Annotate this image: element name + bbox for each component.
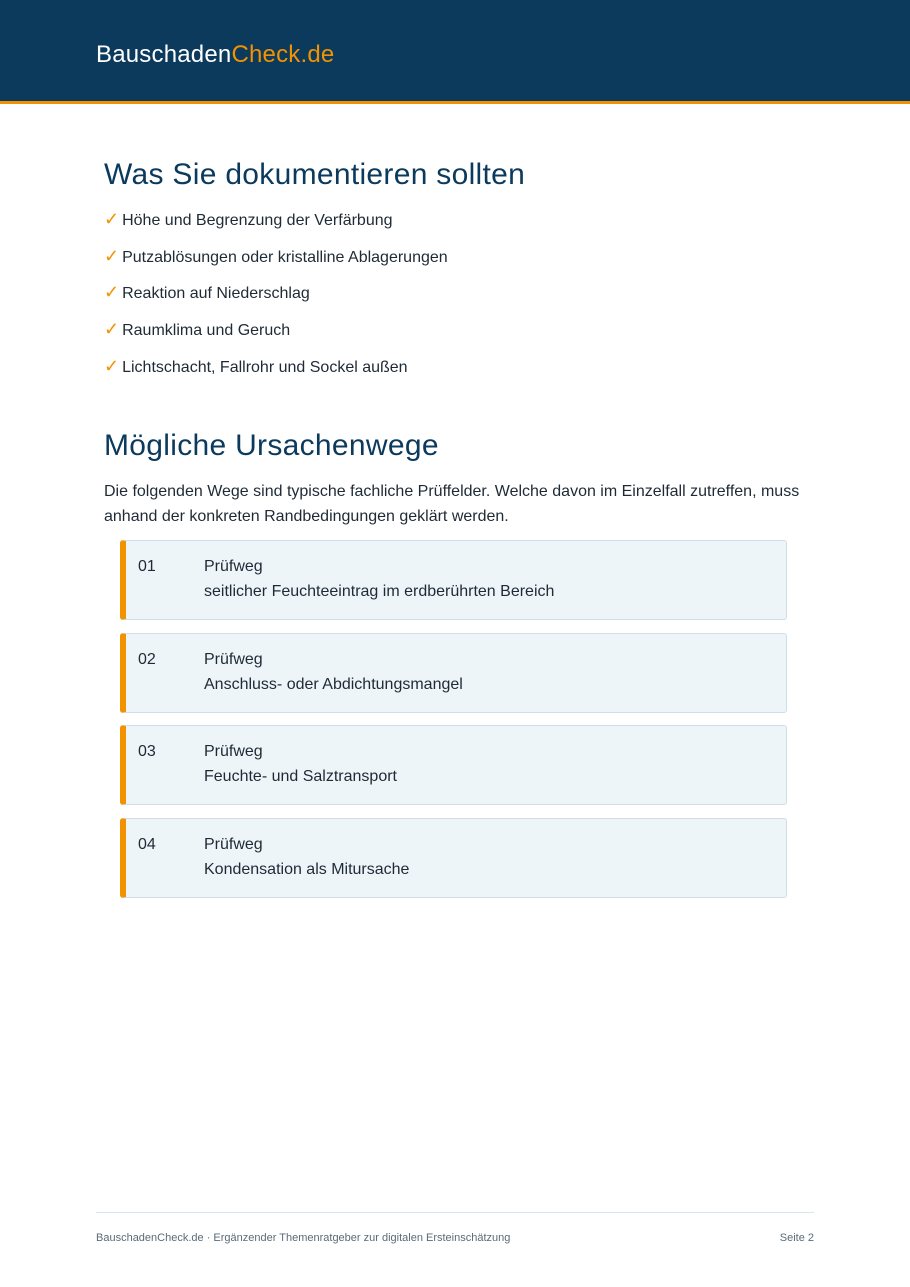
check-icon: ✓: [104, 282, 120, 303]
page-header: [0, 0, 910, 104]
logo-part2: Check.de: [231, 41, 335, 68]
documentation-heading: Was Sie dokumentieren sollten: [104, 158, 526, 191]
path-title: Prüfweg: [204, 558, 263, 575]
path-title: Prüfweg: [204, 650, 263, 668]
checklist-item-label: Reaktion auf Niederschlag: [122, 285, 310, 303]
path-number: 04: [138, 835, 156, 853]
causes-heading: Mögliche Ursachenwege: [104, 429, 439, 462]
checklist-item: [104, 245, 448, 282]
cause-path-card: [120, 540, 787, 620]
checklist-item-label: Putzablösungen oder kristalline Ablagerungen: [122, 248, 448, 266]
path-title: Prüfweg: [204, 835, 263, 853]
footer-text: BauschadenCheck.de · Ergänzender Themenratgeber zur digitalen Ersteinschätzung: [96, 1232, 511, 1244]
checklist-item: [104, 355, 448, 392]
checklist-item: [104, 208, 448, 245]
checklist-item: [104, 281, 448, 318]
footer-divider: [96, 1212, 814, 1213]
causes-intro: Die folgenden Wege sind typische fachliche Prüffelder. Welche davon im Einzelfall zutreffen, muss anhand der konkreten Randbedingungen geklärt werden.: [104, 483, 800, 525]
checklist-item-label: Lichtschacht, Fallrohr und Sockel außen: [122, 358, 408, 376]
cause-paths-list: [120, 540, 787, 910]
path-number: 02: [138, 650, 156, 668]
logo: [96, 41, 334, 69]
cause-path-card: [120, 725, 787, 805]
cause-path-card: [120, 633, 787, 713]
documentation-checklist: [104, 208, 448, 391]
check-icon: ✓: [104, 319, 120, 340]
cause-path-card: [120, 818, 787, 898]
logo-part1: Bauschaden: [96, 41, 232, 68]
checklist-item-label: Höhe und Begrenzung der Verfärbung: [122, 212, 393, 229]
page-number: Seite 2: [779, 1232, 814, 1244]
path-description: Kondensation als Mitursache: [204, 860, 410, 878]
path-number: 01: [138, 558, 156, 575]
path-description: Anschluss- oder Abdichtungsmangel: [204, 675, 463, 693]
check-icon: ✓: [104, 209, 120, 229]
path-description: seitlicher Feuchteeintrag im erdberührten Bereich: [204, 583, 555, 600]
path-number: 03: [138, 743, 156, 760]
path-title: Prüfweg: [204, 743, 263, 760]
check-icon: ✓: [104, 355, 120, 376]
path-description: Feuchte- und Salztransport: [204, 768, 397, 785]
check-icon: ✓: [104, 245, 120, 266]
checklist-item: [104, 318, 448, 355]
checklist-item-label: Raumklima und Geruch: [122, 322, 291, 340]
